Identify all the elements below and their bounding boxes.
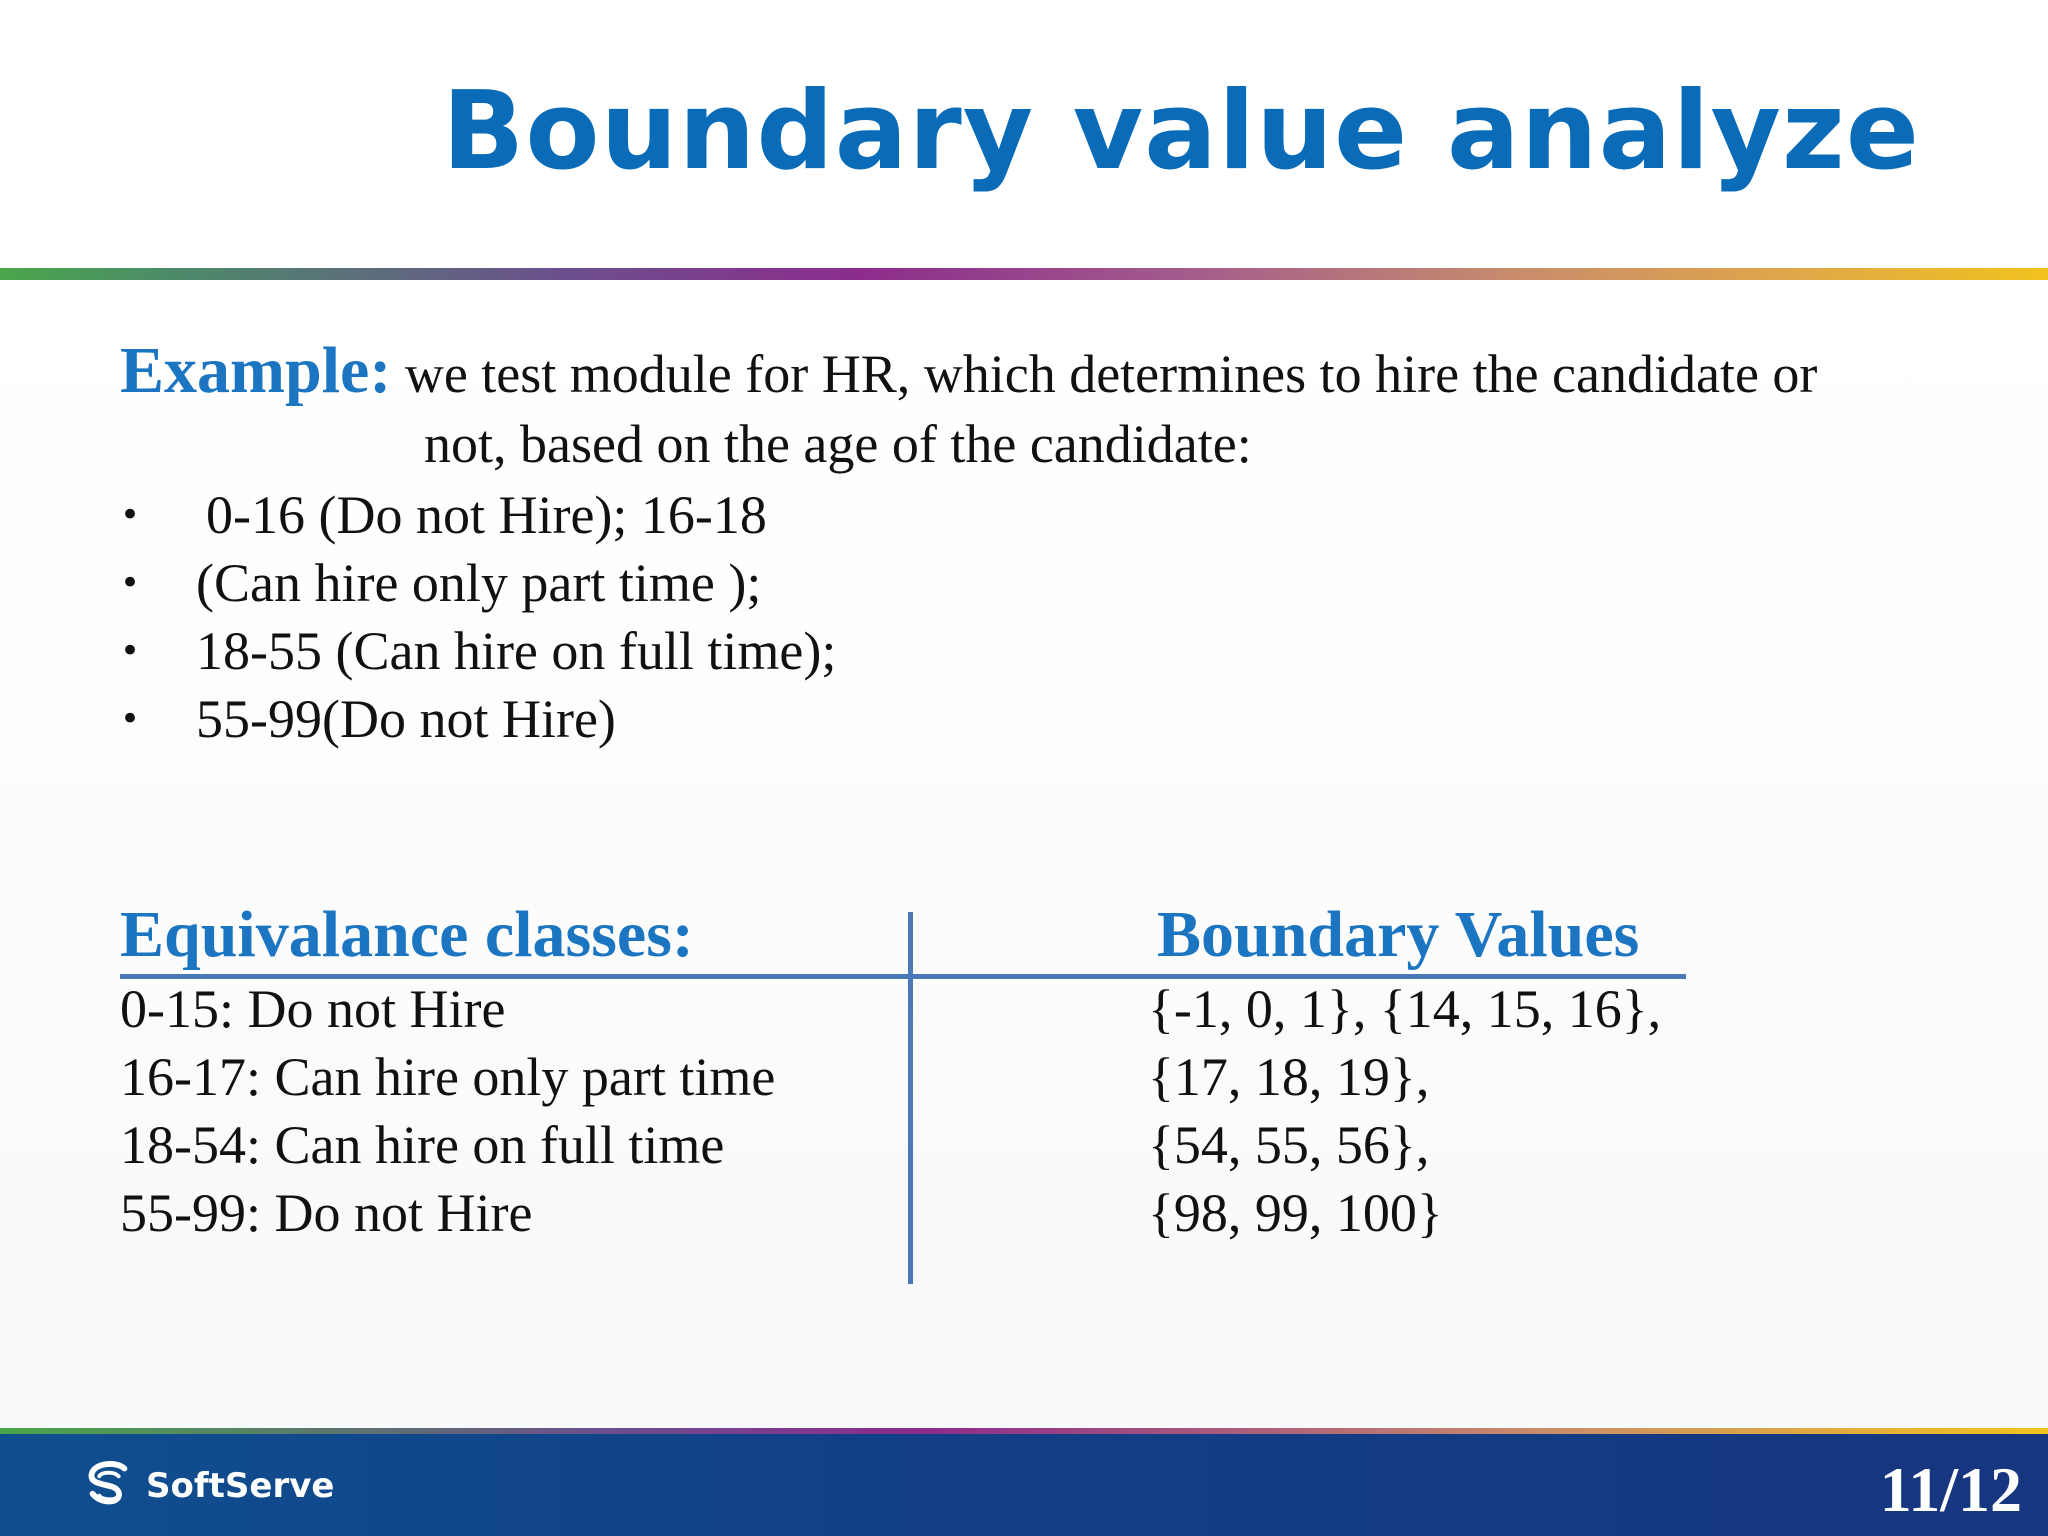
rules-bullet-list	[120, 481, 836, 753]
softserve-logo	[80, 1456, 334, 1516]
equivalence-classes-list	[120, 975, 775, 1247]
boundary-value-row: {17, 18, 19},	[1148, 1047, 1430, 1107]
bullet-item: • 18-55 (Can hire on full time);	[120, 617, 836, 685]
equivalence-class-row: 16-17: Can hire only part time	[120, 1047, 776, 1107]
bullet-item: • 55-99(Do not Hire)	[120, 685, 836, 753]
boundary-value-row: {54, 55, 56},	[1148, 1115, 1430, 1175]
equivalence-class-row: 18-54: Can hire on full time	[120, 1115, 725, 1175]
boundary-values-heading: Boundary Values	[1157, 898, 1640, 971]
slide-title: Boundary value analyze	[442, 69, 1920, 194]
example-paragraph	[120, 336, 1940, 479]
equivalence-class-row: 0-15: Do not Hire	[120, 979, 506, 1039]
softserve-logo-icon	[80, 1457, 138, 1515]
bullet-item: • (Can hire only part time );	[120, 549, 836, 617]
example-text-line1: we test module for HR, which determines to hire the candidate or	[404, 344, 1818, 404]
bullet-icon: •	[120, 563, 141, 603]
boundary-value-row: {98, 99, 100}	[1148, 1183, 1443, 1243]
softserve-logo-text: SoftServe	[146, 1466, 335, 1506]
example-text-line2: not, based on the age of the candidate:	[424, 414, 1252, 474]
boundary-value-row: {-1, 0, 1}, {14, 15, 16},	[1148, 979, 1662, 1039]
bullet-icon: •	[120, 699, 141, 739]
page-number: 11/12	[1879, 1454, 2022, 1525]
equivalence-class-row: 55-99: Do not Hire	[120, 1183, 533, 1243]
equivalence-classes-heading: Equivalance classes:	[120, 898, 694, 971]
bullet-item: • 0-16 (Do not Hire); 16-18	[120, 481, 836, 549]
bullet-icon: •	[120, 495, 141, 535]
boundary-values-list	[1148, 975, 1661, 1247]
example-label: Example:	[120, 334, 392, 407]
header-gradient-rule	[0, 268, 2048, 280]
bullet-icon: •	[120, 631, 141, 671]
table-vertical-divider	[908, 912, 913, 1284]
